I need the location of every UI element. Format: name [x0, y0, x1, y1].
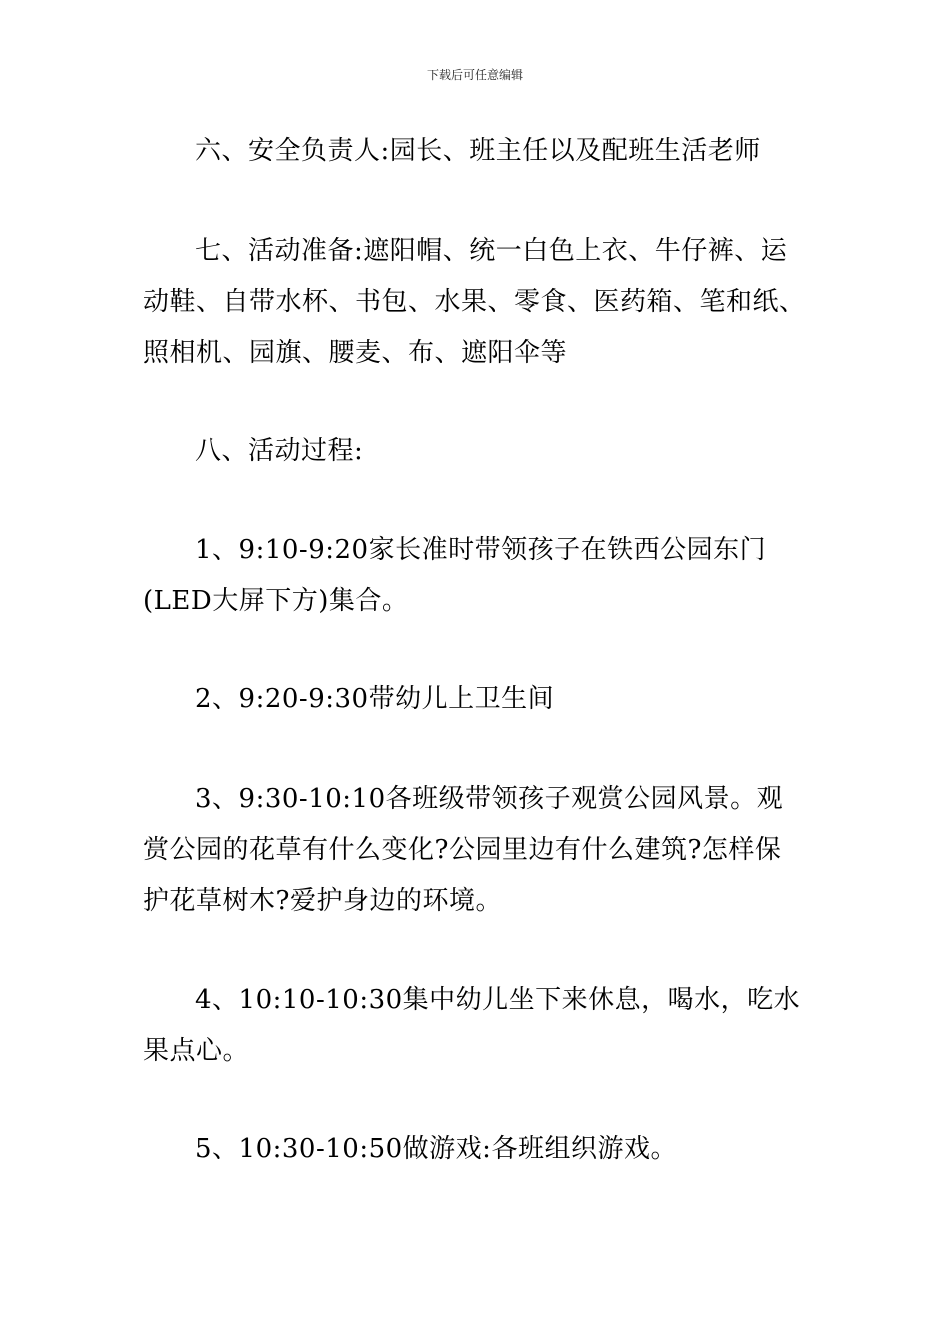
header-note: 下载后可任意编辑 [426, 68, 523, 82]
section-seven-preparation: 七、活动准备:遮阳帽、统一白色上衣、牛仔裤、运动鞋、自带水杯、书包、水果、零食、医药箱、笔和纸、照相机、园旗、腰麦、布、遮阳伞等 [143, 236, 806, 368]
process-step-2: 2、9:20-9:30带幼儿上卫生间 [195, 684, 555, 714]
section-six-safety: 六、安全负责人:园长、班主任以及配班生活老师 [195, 136, 761, 166]
process-step-4: 4、10:10-10:30集中幼儿坐下来休息，喝水，吃水果点心。 [143, 985, 801, 1066]
process-step-5: 5、10:30-10:50做游戏:各班组织游戏。 [195, 1134, 677, 1164]
section-eight-heading: 八、活动过程: [195, 436, 364, 466]
process-step-3: 3、9:30-10:10各班级带领孩子观赏公园风景。观赏公园的花草有什么变化?公园里边有什么建筑?怎样保护花草树木?爱护身边的环境。 [143, 784, 784, 916]
process-step-1: 1、9:10-9:20家长准时带领孩子在铁西公园东门(LED大屏下方)集合。 [143, 535, 767, 616]
